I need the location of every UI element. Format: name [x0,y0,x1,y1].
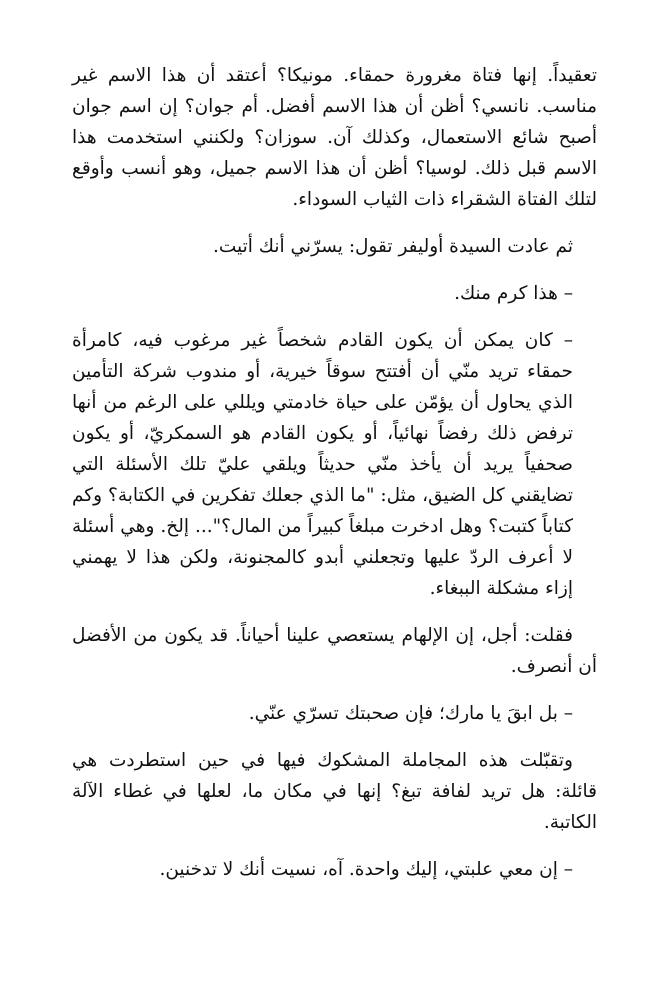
paragraph-3: – هذا كرم منك. [454,283,573,304]
paragraph-7: وتقبّلت هذه المجاملة المشكوك فيها في حين استطردت هي قائلة: هل تريد لفافة تبغ؟ إنها في مكان ما، لعلها في غطاء الآلة الكاتبة. [72,750,597,833]
paragraph-1: تعقيداً. إنها فتاة مغرورة حمقاء. مونيكا؟ أعتقد أن هذا الاسم غير مناسب. نانسي؟ أظن أن هذا الاسم أفضل. أم جوان؟ إن اسم جوان أصبح شائع الاستعمال، وكذلك آن. سوزان؟ ولكنني استخدمت هذا الاسم قبل ذلك. لوسيا؟ أظن أن هذا الاسم جميل، وهو أنسب وأوقع لتلك الفتاة الشقراء ذات الثياب السوداء. [72,65,597,210]
paragraph-2: ثم عادت السيدة أوليفر تقول: يسرّني أنك أتيت. [212,236,573,257]
paragraph-4: – كان يمكن أن يكون القادم شخصاً غير مرغوب فيه، كامرأة حمقاء تريد منّي أن أفتتح سوقاً خيرية، أو مندوب شركة التأمين الذي يحاول أن يؤمّن على حياة خادمتي ويللي على الرغم من أنها ترفض ذلك رفضاً نهائياً، أو يكون القادم هو السمكريّ، أو يكون صحفياً يريد أن يأخذ منّي حديثاً ويلقي عليّ تلك الأسئلة التي تضايقني كل الضيق، مثل: "ما الذي جعلك تفكرين في الكتابة؟ وكم كتاباً كتبت؟ وهل ادخرت مبلغاً كبيراً من المال؟"... إلخ. وهي أسئلة لا أعرف الردّ عليها وتجعلني أبدو كالمجنونة، ولكن هذا لا يهمني إزاء مشكلة الببغاء. [72,330,573,599]
paragraph-8: – إن معي علبتي، إليك واحدة. آه، نسيت أنك لا تدخنين. [159,859,573,880]
text-body [72,60,597,901]
paragraph-5: فقلت: أجل، إن الإلهام يستعصي علينا أحياناً. قد يكون من الأفضل أن أنصرف. [72,625,597,677]
paragraph-6: – بل ابقَ يا مارك؛ فإن صحبتك تسرّي عنّي. [248,703,573,724]
